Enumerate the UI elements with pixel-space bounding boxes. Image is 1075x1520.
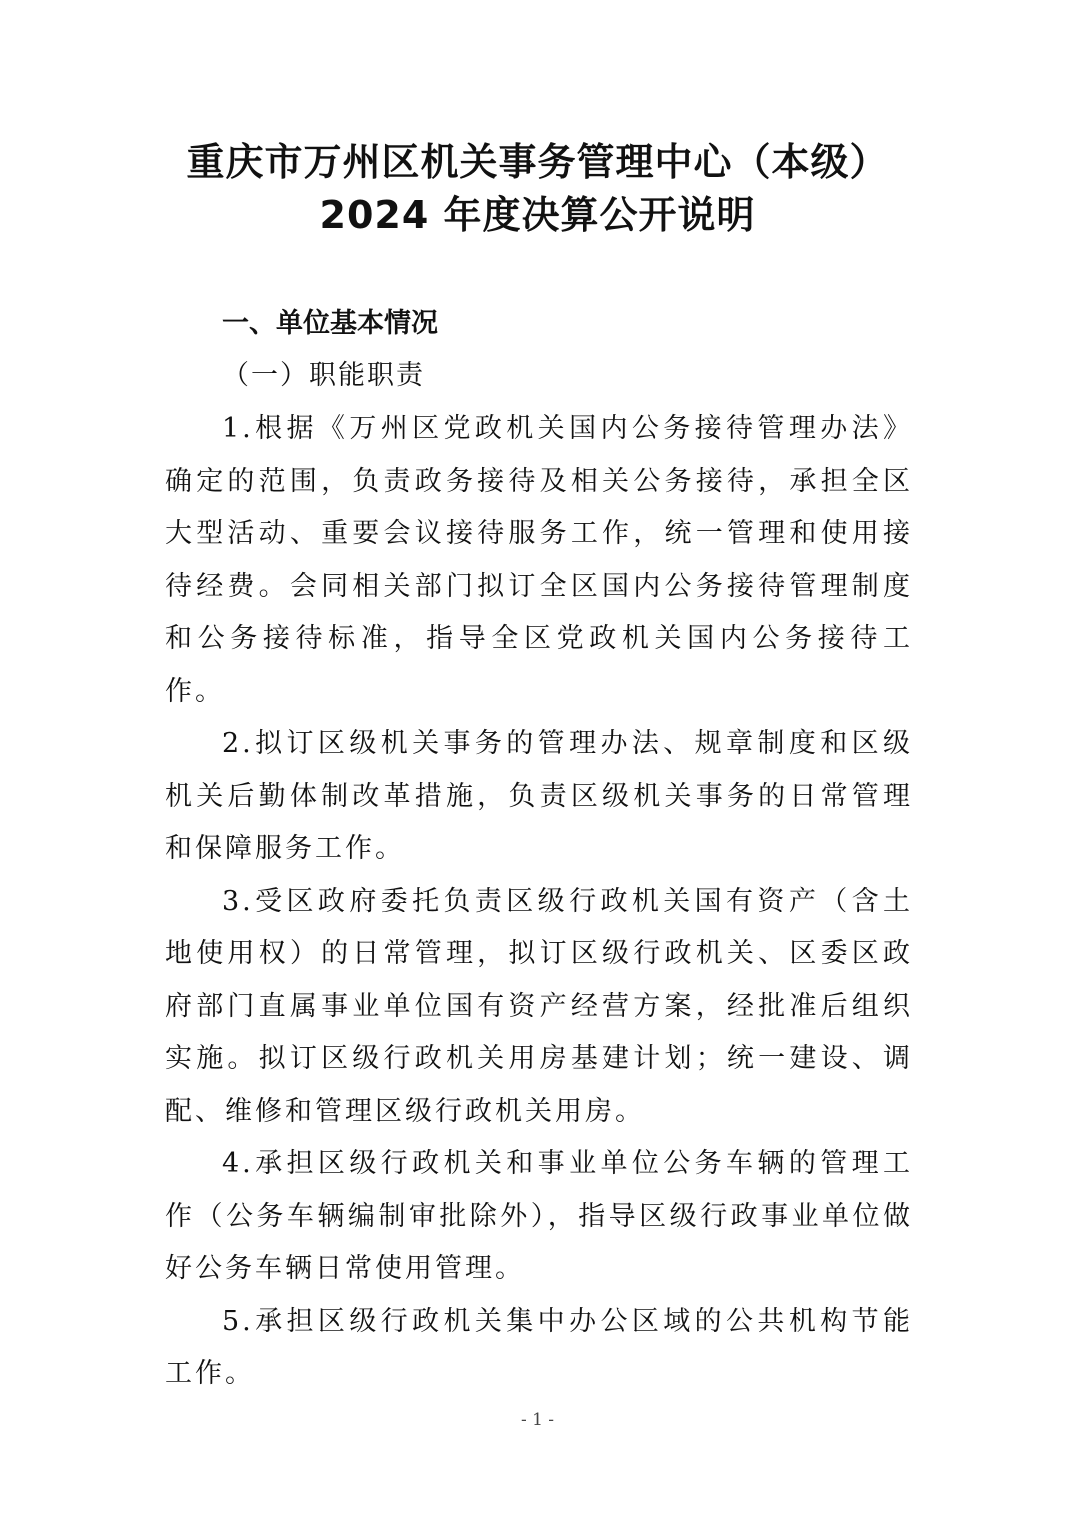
subsection-heading: （一）职能职责 [222, 360, 425, 391]
document-title-line-1: 重庆市万州区机关事务管理中心（本级） [186, 140, 889, 184]
section-heading: 一、单位基本情况 [222, 308, 438, 339]
paragraph-4: 4.承担区级行政机关和事业单位公务车辆的管理工作（公务车辆编制审批除外），指导区级行政事业单位做好公务车辆日常使用管理。 [165, 1148, 913, 1284]
document-title-line-2: 2024 年度决算公开说明 [319, 193, 756, 237]
paragraph-5: 5.承担区级行政机关集中办公区域的公共机构节能工作。 [165, 1305, 913, 1389]
paragraph-2: 2.拟订区级机关事务的管理办法、规章制度和区级机关后勤体制改革措施，负责区级机关事务的日常管理和保障服务工作。 [165, 728, 913, 864]
paragraph-3: 3.受区政府委托负责区级行政机关国有资产（含土地使用权）的日常管理，拟订区级行政机关、区委区政府部门直属事业单位国有资产经营方案，经批准后组织实施。拟订区级行政机关用房基建计划；统一建设、调配、维修和管理区级行政机关用房。 [165, 885, 913, 1127]
body-text [165, 403, 913, 1401]
paragraph-1: 1.根据《万州区党政机关国内公务接待管理办法》确定的范围，负责政务接待及相关公务接待，承担全区大型活动、重要会议接待服务工作，统一管理和使用接待经费。会同相关部门拟订全区国内公务接待管理制度和公务接待标准，指导全区党政机关国内公务接待工作。 [165, 413, 913, 707]
page-number: - 1 - [520, 1410, 555, 1430]
